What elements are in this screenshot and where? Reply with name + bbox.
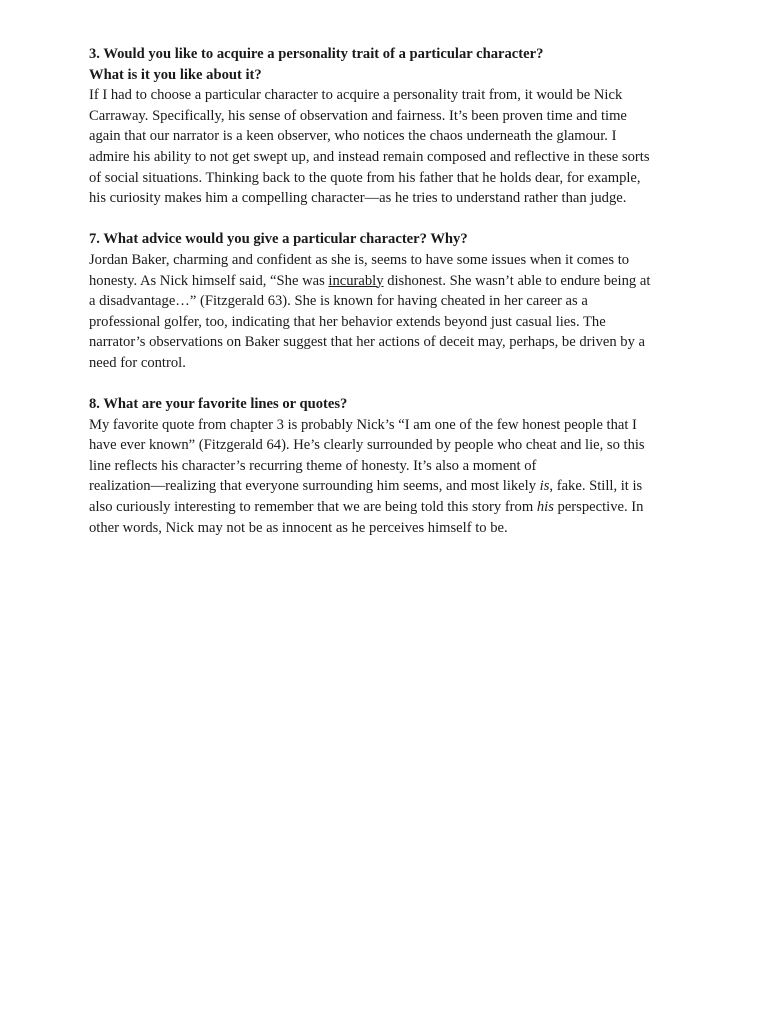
answer-text: dishonest. She wasn’t able to endure being at	[383, 272, 651, 289]
document-page	[89, 44, 689, 559]
answer-text: realization—realizing that everyone surrounding him seems, and most likely	[89, 478, 540, 495]
answer-line: his curiosity makes him a compelling character—as he tries to understand rather than judge.	[89, 190, 627, 207]
answer-line	[89, 476, 689, 497]
underlined-word: incurably	[328, 272, 384, 289]
answer-line: My favorite quote from chapter 3 is probably Nick’s “I am one of the few honest people that I	[89, 416, 637, 433]
question-section-7	[89, 229, 689, 373]
answer-line: Carraway. Specifically, his sense of observation and fairness. It’s been proven time and time	[89, 107, 627, 124]
answer-text: honesty. As Nick himself said, “She was	[89, 272, 329, 289]
question-heading: 7. What advice would you give a particular character? Why?	[89, 231, 468, 248]
question-heading: 8. What are your favorite lines or quotes?	[89, 396, 348, 413]
answer-line: line reflects his character’s recurring theme of honesty. It’s also a moment of	[89, 457, 537, 474]
italic-word: is	[539, 478, 550, 495]
answer-text: , fake. Still, it is	[549, 478, 643, 495]
answer-line: admire his ability to not get swept up, and instead remain composed and reflective in these sorts	[89, 148, 650, 165]
question-section-3	[89, 44, 689, 209]
answer-line: Jordan Baker, charming and confident as she is, seems to have some issues when it comes to	[89, 251, 630, 268]
answer-line: of social situations. Thinking back to the quote from his father that he holds dear, for example,	[89, 169, 641, 186]
answer-line: a disadvantage…” (Fitzgerald 63). She is known for having cheated in her career as a	[89, 293, 588, 310]
answer-line: need for control.	[89, 354, 186, 371]
answer-line: professional golfer, too, indicating that her behavior extends beyond just casual lies. The	[89, 313, 606, 330]
question-heading: 3. Would you like to acquire a personality trait of a particular character?	[89, 46, 544, 62]
answer-line	[89, 271, 689, 292]
answer-line: have ever known” (Fitzgerald 64). He’s clearly surrounded by people who cheat and lie, so this	[89, 437, 645, 454]
answer-line	[89, 497, 689, 518]
answer-line: narrator’s observations on Baker suggest that her actions of deceit may, perhaps, be driven by a	[89, 334, 646, 351]
question-heading: What is it you like about it?	[89, 66, 262, 83]
answer-line: other words, Nick may not be as innocent as he perceives himself to be.	[89, 519, 508, 536]
answer-text: perspective. In	[553, 499, 644, 516]
answer-text: also curiously interesting to remember that we are being told this story from	[89, 499, 537, 516]
question-section-8	[89, 394, 689, 538]
answer-line: If I had to choose a particular character to acquire a personality trait from, it would be Nick	[89, 87, 623, 104]
answer-line: again that our narrator is a keen observer, who notices the chaos underneath the glamour. I	[89, 128, 617, 145]
italic-word: his	[536, 499, 554, 516]
